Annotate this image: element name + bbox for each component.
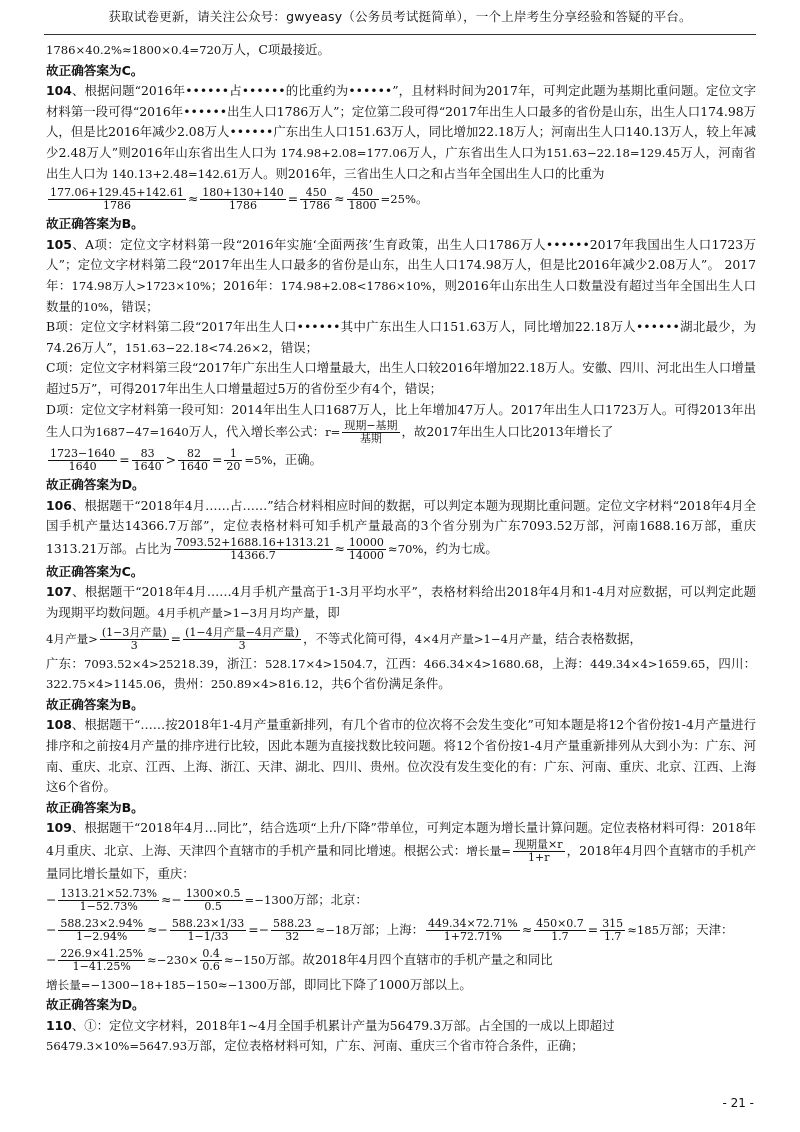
text: ，故2017年出生人口比2013年增长了 xyxy=(401,424,614,440)
formula: ≈−230× xyxy=(147,952,199,967)
formula: 449.34×4>1659.65 xyxy=(590,656,706,671)
formula: ≈70% xyxy=(387,541,424,556)
numerator: 1300×0.5 xyxy=(185,886,241,900)
numerator: 180+130+140 xyxy=(202,186,284,200)
denominator: 0.5 xyxy=(204,899,222,913)
numerator: 588.23 xyxy=(273,916,312,930)
q105-option-b xyxy=(46,317,756,358)
formula: 151.63−22.18=129.45 xyxy=(546,145,681,160)
denominator: 1640 xyxy=(180,460,208,474)
formula: r= xyxy=(325,425,341,440)
formula: ≈−150 xyxy=(223,952,266,967)
q107-explanation xyxy=(46,582,756,623)
q105-answer: 故正确答案为D。 xyxy=(46,477,145,493)
formula: 10% xyxy=(83,299,109,314)
text: 万部；天津： xyxy=(659,921,734,937)
q109-explanation xyxy=(46,818,756,884)
text: 、根据题干“2018年4月……4月手机产量高于1-3月平均水平”，表格材料给出2018年4月和1-4月对应数据，可以判定此题为现期平均数问题。 xyxy=(46,584,756,621)
text: 、A项：定位文字材料第一段“2016年实施‘全面两孩’生育政策，出生人口1786万人••••••2017年我国出生人口1723万人”；定位文字材料第二段“2017年出生人口最多的省份是山东，出生人口174.98万人，但是比2016年减少2.08万人”。 2017年： xyxy=(46,236,756,293)
numerator: 226.9×41.25% xyxy=(60,946,144,960)
numerator: (1−3月产量) xyxy=(101,625,167,639)
text: 万人，C项最接近。 xyxy=(221,42,330,57)
fraction xyxy=(132,448,164,473)
q110-explanation xyxy=(46,1016,756,1037)
denominator: 1786 xyxy=(302,199,331,213)
q109-summary xyxy=(46,975,756,996)
fraction xyxy=(347,537,386,562)
fraction xyxy=(534,918,586,943)
denominator: 基期 xyxy=(359,432,382,446)
denominator: 14366.7 xyxy=(230,548,276,562)
numerator: 82 xyxy=(178,448,210,461)
question-number: 104 xyxy=(46,83,72,99)
text: 、根据题干“2018年4月…同比”，结合选项“上升/下降”带单位，可判定本题为增长量计算问题。定位表格材料可得：2018年4月重庆、北京、上海、天津四个直辖市的手机产量和同比增速。根据公式： xyxy=(46,820,756,858)
formula: ≈185 xyxy=(627,922,660,937)
text: 广东： xyxy=(46,655,84,671)
fraction xyxy=(170,918,246,943)
q109-calc-line-1: − $\frac{1313.21\times 52.73\%}{1-52.73\%}$ ≈− $\frac{1300\times 0.5}{0.5}$ =−1300万部；北京： xyxy=(46,886,368,913)
text: ，四川： xyxy=(705,655,757,671)
question-number: 109 xyxy=(46,820,72,836)
denominator: 1+72.71% xyxy=(443,929,502,943)
fraction xyxy=(347,187,379,212)
fraction xyxy=(300,187,332,212)
formula: 250.89×4>816.12 xyxy=(210,677,319,692)
numerator: 现期−基期 xyxy=(344,419,398,433)
numerator: 315 xyxy=(602,916,624,930)
denominator: 1−52.73% xyxy=(79,899,138,913)
question-number: 106 xyxy=(46,497,72,513)
fraction xyxy=(183,627,301,652)
numerator: 10000 xyxy=(348,535,384,549)
q105-option-d xyxy=(46,400,756,446)
formula: 140.13+2.48=142.61 xyxy=(111,166,239,181)
denominator: 1−1/33 xyxy=(187,929,229,943)
question-number: 110 xyxy=(46,1017,72,1033)
formula: 174.98+2.08=177.06 xyxy=(280,145,408,160)
denominator: 14000 xyxy=(348,548,384,562)
text: 万人。则2016年，三省出生人口之和占当年全国出生人口的比重为 xyxy=(238,165,605,181)
header-divider xyxy=(44,34,756,35)
text: 。 xyxy=(415,191,429,207)
q108-explanation xyxy=(46,715,756,797)
q109-answer: 故正确答案为D。 xyxy=(46,997,145,1013)
question-number: 105 xyxy=(46,236,72,252)
numerator: 450 xyxy=(300,187,332,200)
fraction xyxy=(100,627,169,652)
numerator: 7093.52+1688.16+1313.21 xyxy=(175,535,331,549)
fraction xyxy=(174,537,333,562)
formula: 322.75×4>1145.06 xyxy=(46,677,162,692)
formula: 528.17×4>1504.7 xyxy=(264,656,373,671)
fraction xyxy=(48,187,186,212)
formula: 4月产量> xyxy=(46,631,98,646)
denominator: 1−2.94% xyxy=(76,929,128,943)
fraction xyxy=(58,888,159,913)
denominator: 1.7 xyxy=(603,929,622,943)
formula: 4月手机产量>1−3月月均产量 xyxy=(157,606,316,621)
text: B项：定位文字材料第二段“2017年出生人口••••••其中广东出生人口151.63万人，同比增加22.18万人••••••湖北最少，为74.26万人”， xyxy=(46,319,756,355)
q108-answer: 故正确答案为B。 xyxy=(46,799,144,815)
text: 、根据题干“……按2018年1-4月产量重新排列，有几个省市的位次将不会发生变化”可知本题是将12个省份按1-4月产量进行排序和之前按4月产量的排序进行比较，因此本题为直接找数比较问题。将12个省份按1-4月产量重新排列从大到小为：广东、河南、重庆、北京、江西、上海、浙江、天津、湖北、四川、贵州。位次没有发生变化的有：广东、河南、重庆、北京、江西、上海这6个省份。 xyxy=(46,717,756,795)
q104-answer: 故正确答案为B。 xyxy=(46,216,144,232)
q104-explanation xyxy=(46,81,756,184)
fraction xyxy=(184,888,243,913)
denominator: 1640 xyxy=(133,460,162,474)
fraction xyxy=(178,448,210,473)
numerator: 1723−1640 xyxy=(50,447,116,461)
formula: 1687−47=1640 xyxy=(95,425,189,440)
q109-calc-line-3: − $\frac{226.9\times 41.25\%}{1-41.25\%}$ ≈−230× $\frac{0.4}{0.6}$ ≈−150万部。故2018年4月四个直辖市的手机产量之和同比 xyxy=(46,946,553,973)
numerator: 1313.21×52.73% xyxy=(60,886,158,900)
fraction xyxy=(48,448,117,473)
fraction xyxy=(200,187,285,212)
text: ，正确。 xyxy=(272,452,323,468)
text: ，则2016年山东出生人口数量没有超过当年全国出生人口数量的 xyxy=(46,277,756,314)
q103-answer: 故正确答案为C。 xyxy=(46,62,144,78)
numerator: 450 xyxy=(347,187,379,200)
fraction xyxy=(58,918,145,943)
q105-option-c: C项：定位文字材料第三段“2017年广东出生人口增量最大，出生人口较2016年增加22.18万人。安徽、四川、河北出生人口增量超过5万”，可得2017年出生人口增量超过5万的省份至少有4个，错误； xyxy=(46,360,756,396)
text: ，错误； xyxy=(268,339,319,355)
denominator: 1−41.25% xyxy=(72,959,131,973)
text: 万部。故2018年4月四个直辖市的手机产量之和同比 xyxy=(265,951,553,967)
text: 万人，广东省出生人口为 xyxy=(407,144,547,160)
formula: =−1300 xyxy=(244,892,294,907)
q105-option-a xyxy=(46,235,756,317)
numerator: (1−4月产量−4月产量) xyxy=(185,625,300,639)
denominator: 1786 xyxy=(229,199,257,213)
numerator: 83 xyxy=(132,448,164,461)
formula: 7093.52×4>25218.39 xyxy=(83,656,215,671)
text: 万部；上海： xyxy=(349,921,425,937)
q104-fraction-line: $\frac{177.06+129.45+142.61}{1786}$ ≈ $\frac{180+130+140}{1786}$ = $\frac{450}{1786}$ ≈ $\frac{450}{1800}$ =25%。 xyxy=(50,186,429,213)
denominator: 1640 xyxy=(68,460,97,474)
formula: 174.98+2.08<1786×10% xyxy=(280,278,432,293)
formula: 增长量=−1300−18+185−150≈−1300 xyxy=(46,977,267,992)
fraction xyxy=(224,448,242,473)
numerator: 177.06+129.45+142.61 xyxy=(50,186,184,200)
fraction xyxy=(271,918,314,943)
formula: 151.63−22.18<74.26×2 xyxy=(124,340,269,355)
numerator: 588.23×2.94% xyxy=(60,916,144,930)
text: D项：定位文字材料第一段可知：2014年出生人口1687万人，比上年增加47万人。2017年出生人口1723万人。可得2013年出生人口为 xyxy=(46,401,756,440)
numerator: 449.34×72.71% xyxy=(428,916,518,930)
answer-explanations xyxy=(46,40,756,1057)
q107-inequality-line: 4月产量> $\frac{\text{(1−3月产量)}}{3}$ = $\frac{\text{(1−4月产量−4月产量)}}{3}$ ，不等式化简可得，4×4月产量>1−4月产量，结合表格数据， xyxy=(46,625,642,652)
q107-province-list xyxy=(46,654,756,695)
text: ，不等式化简可得， xyxy=(303,630,415,646)
q103-tail xyxy=(46,40,756,61)
numerator: 1 xyxy=(224,448,242,461)
text: ，结合表格数据， xyxy=(542,630,642,646)
text: ，浙江： xyxy=(214,655,265,671)
text: 万部，定位表格材料可知，广东、河南、重庆三个省市符合条件，正确； xyxy=(187,1038,584,1054)
denominator: 0.6 xyxy=(202,959,220,973)
q110-line-2 xyxy=(46,1036,756,1057)
top-banner: 获取试卷更新，请关注公众号：gwyeasy（公务员考试挺简单），一个上岸考生分享经验和答疑的平台。 xyxy=(108,9,692,24)
q109-calc-line-2: − $\frac{588.23\times 2.94\%}{1-2.94\%}$ ≈− $\frac{588.23\times 1/33}{1-1/33}$ =− $\frac{588.23}{32}$ ≈−18万部；上海： $\frac{449.34\times 72.71\%}{1+72.71\%}$ ≈ $\frac{450\times 0.7}{1.7}$ = $\frac{315}{1.7}$ ≈185万部；天津： xyxy=(46,916,734,943)
text: 、①：定位文字材料，2018年1~4月全国手机累计产量为56479.3万部。占全国的一成以上即超过 xyxy=(71,1017,615,1033)
numerator: 0.4 xyxy=(202,946,220,960)
text: 万部，即同比下降了1000万部以上。 xyxy=(266,976,472,992)
text: ，共6个省份满足条件。 xyxy=(318,676,451,692)
fraction xyxy=(200,948,222,973)
text: 、根据题干“2018年4月……占……”结合材料相应时间的数据，可以判定本题为现期比重问题。定位文字材料“2018年4月全国手机产量达14366.7万部”，定位表格材料可知手机产量最高的3个省分别为广东7093.52万部，河南1688.16万部，重庆1313.21万部。占比为 xyxy=(46,497,756,556)
text: 、根据问题“2016年••••••占••••••的比重约为••••••”，且材料时间为2017年，可判定此题为基期比重问题。定位文字材料第一段可得“2016年••••••出生人口1786万人”；定位第二段可得“2017年出生人口最多的省份是山东，出生人口174.98万人，但是比2016年减少2.08万人••••••广东出生人口151.63万人，同比增加22.18万人；河南出生人口140.13万人，较上年减少2.48万人”则2016年山东省出生人口为 xyxy=(46,83,756,160)
text: 万部；北京： xyxy=(293,891,368,907)
numerator: 588.23×1/33 xyxy=(171,916,245,930)
denominator: 3 xyxy=(238,638,246,652)
fraction xyxy=(58,948,145,973)
denominator: 32 xyxy=(285,929,300,943)
fraction xyxy=(513,839,564,864)
text: ，贵州： xyxy=(161,676,211,692)
denominator: 3 xyxy=(130,638,138,652)
numerator: 现期量×r xyxy=(515,838,563,851)
q106-explanation: 106、根据题干“2018年4月……占……”结合材料相应时间的数据，可以判定本题为现期比重问题。定位文字材料“2018年4月全国手机产量达14366.7万部”，定位表格材料可知手机产量最高的3个省分别为广东7093.52万部，河南1688.16万部，重庆1313.21万部。占比为 $\frac{7093.52+1688.16+1313.21}{14366.7}$ ≈ $\frac{10000}{14000}$ ≈70%，约为七成。 xyxy=(46,497,756,562)
denominator: 1800 xyxy=(348,199,377,213)
denominator: 1+r xyxy=(528,851,550,864)
denominator: 20 xyxy=(226,460,241,474)
text: ；2016年： xyxy=(210,277,281,293)
text: ，2018年4月四个直辖市的手机产量同比增长量如下，重庆： xyxy=(46,843,757,881)
formula: 174.98万人>1723×10% xyxy=(71,278,211,293)
denominator: 1786 xyxy=(102,199,131,213)
q105-growth-line: $\frac{1723-1640}{1640}$ = $\frac{83}{1640}$ > $\frac{82}{1640}$ = $\frac{1}{20}$ =5%，正确。 xyxy=(50,447,323,474)
formula: 466.34×4>1680.68 xyxy=(423,656,540,671)
formula: 增长量= xyxy=(466,844,512,858)
formula: =25% xyxy=(380,192,416,207)
page-number: - 21 - xyxy=(722,1096,754,1110)
question-number: 108 xyxy=(46,717,72,733)
question-number: 107 xyxy=(46,584,72,600)
text: ，错误； xyxy=(108,298,159,314)
formula: =5% xyxy=(244,453,273,468)
fraction xyxy=(600,918,625,943)
denominator: 1.7 xyxy=(551,929,569,943)
q106-answer: 故正确答案为C。 xyxy=(46,563,144,579)
text: ，江西： xyxy=(372,655,424,671)
formula: 1786×40.2%≈1800×0.4=720 xyxy=(46,43,222,57)
text: ，约为七成。 xyxy=(423,540,498,556)
formula: 56479.3×10%=5647.93 xyxy=(46,1039,188,1054)
text: ，上海： xyxy=(539,655,591,671)
formula: 4×4月产量>1−4月产量 xyxy=(414,631,543,646)
q107-answer: 故正确答案为B。 xyxy=(46,696,144,712)
fraction xyxy=(342,420,399,445)
text: ，即 xyxy=(315,605,340,621)
fraction xyxy=(426,918,520,943)
text: 万人，代入增长率公式： xyxy=(188,424,326,440)
text: 万人，河南省出生人口为 xyxy=(46,144,756,181)
formula: ≈−18 xyxy=(315,922,350,937)
numerator: 450×0.7 xyxy=(536,916,584,930)
